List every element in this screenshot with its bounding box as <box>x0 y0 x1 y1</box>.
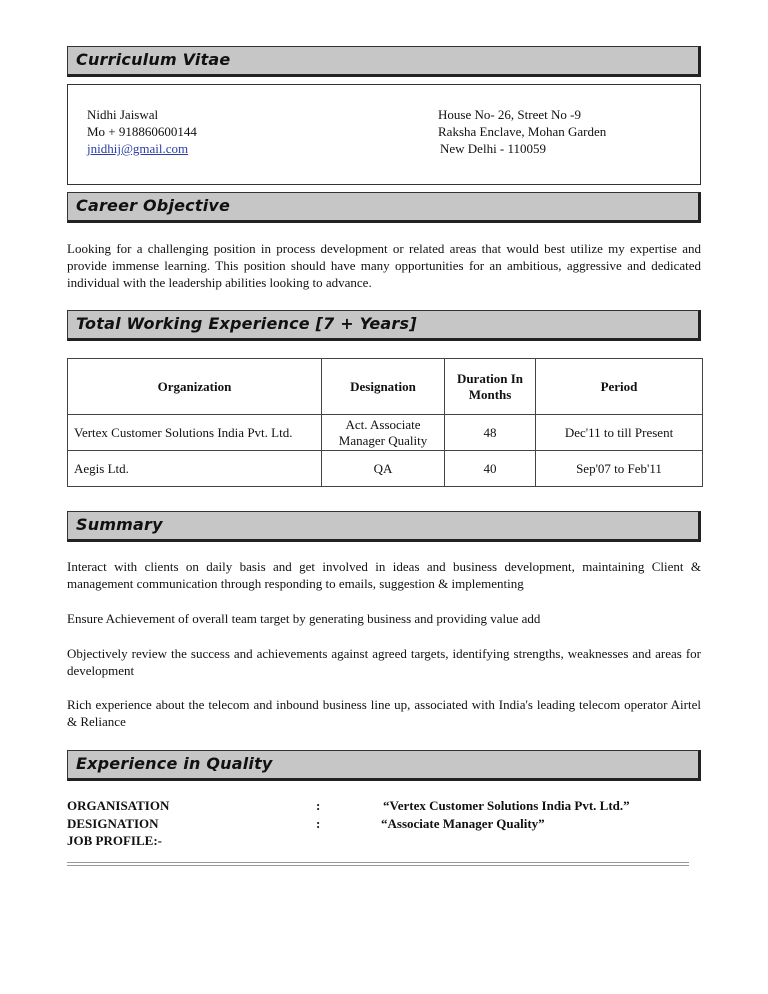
row-period: Dec'11 to till Present <box>536 415 703 451</box>
contact-box <box>67 84 701 185</box>
summary-banner <box>67 511 701 542</box>
table-row <box>68 415 703 451</box>
cv-title-banner <box>67 46 701 77</box>
address-line-2: Raksha Enclave, Mohan Garden <box>438 124 607 139</box>
designation-value: “Associate Manager Quality” <box>381 816 545 831</box>
career-objective-heading: Career Objective <box>76 196 231 215</box>
org-value: “Vertex Customer Solutions India Pvt. Ltd.” <box>383 798 630 813</box>
experience-quality-heading: Experience in Quality <box>76 754 273 773</box>
cv-title: Curriculum Vitae <box>76 50 231 69</box>
contact-mobile: Mo + 918860600144 <box>87 124 197 139</box>
header-designation: Designation <box>322 359 445 415</box>
address-line-1: House No- 26, Street No -9 <box>438 107 581 122</box>
row-duration: 48 <box>445 415 536 451</box>
job-profile-label: JOB PROFILE:- <box>67 833 162 848</box>
summary-point: Rich experience about the telecom and inbound business line up, associated with India's leading telecom operator Airtel & Reliance <box>67 697 701 729</box>
row-period: Sep'07 to Feb'11 <box>536 451 703 487</box>
career-objective-banner <box>67 192 701 223</box>
address-line-3: New Delhi - 110059 <box>440 141 547 156</box>
header-organization: Organization <box>68 359 322 415</box>
contact-name: Nidhi Jaiswal <box>87 107 159 122</box>
org-label: ORGANISATION <box>67 798 170 813</box>
summary-point: Ensure Achievement of overall team target by generating business and providing value add <box>67 611 541 626</box>
summary-point: Interact with clients on daily basis and get involved in ideas and business development, maintaining Client & management communication through responding to emails, suggestion & implementing <box>67 559 701 591</box>
contact-email-link[interactable]: jnidhij@gmail.com <box>87 141 189 156</box>
summary-point: Objectively review the success and achievements against agreed targets, identifying strengths, weaknesses and areas for development <box>67 646 701 678</box>
row-organization: Vertex Customer Solutions India Pvt. Ltd. <box>68 415 322 451</box>
bottom-divider <box>67 862 689 866</box>
total-experience-heading: Total Working Experience [7 + Years] <box>76 314 417 333</box>
header-duration: Duration In Months <box>445 359 536 415</box>
table-row <box>68 451 703 487</box>
header-period: Period <box>536 359 703 415</box>
total-experience-banner <box>67 310 701 341</box>
career-objective-text: Looking for a challenging position in process development or related areas that would best utilize my expertise and provide immense learning. This position should have many opportunities for an ambitious, aggressive and dedicated individual with the leadership abilities looking to advance. <box>67 241 701 290</box>
table-header-row <box>68 359 703 415</box>
designation-separator: : <box>316 816 321 831</box>
org-separator: : <box>316 798 321 813</box>
row-designation: QA <box>322 451 445 487</box>
summary-heading: Summary <box>76 515 163 534</box>
row-duration: 40 <box>445 451 536 487</box>
row-designation: Act. Associate Manager Quality <box>322 415 445 451</box>
experience-quality-banner <box>67 750 701 781</box>
experience-table <box>67 358 703 487</box>
row-organization: Aegis Ltd. <box>68 451 322 487</box>
designation-label: DESIGNATION <box>67 816 159 831</box>
